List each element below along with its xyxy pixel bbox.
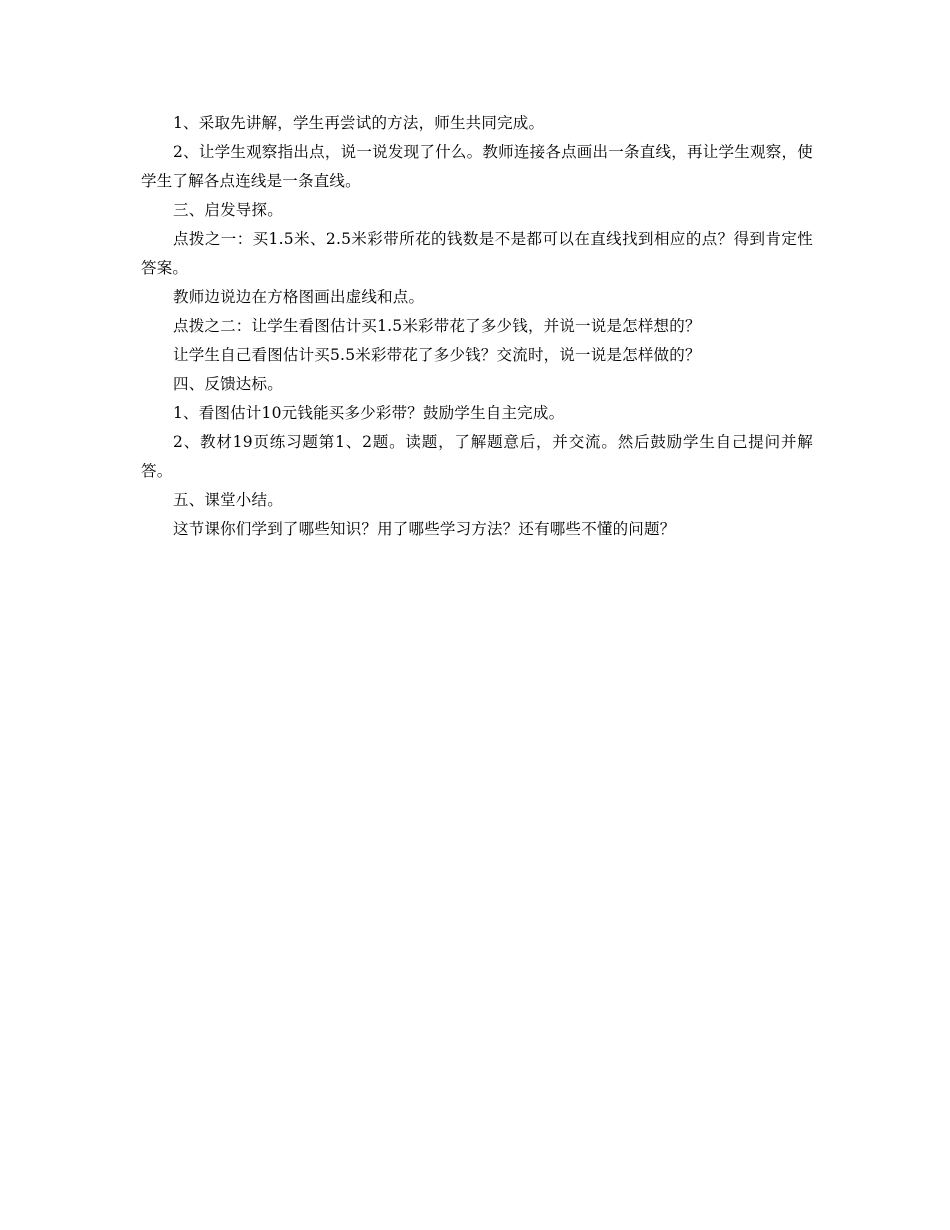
paragraph-summary: 这节课你们学到了哪些知识？用了哪些学习方法？还有哪些不懂的问题？ (173, 520, 676, 538)
paragraph-feedback-2: 2、教材19页练习题第1、2题。读题，了解题意后，并交流。然后鼓励学生自己提问并解答。 (141, 433, 813, 480)
paragraph-step-1: 1、采取先讲解，学生再尝试的方法，师生共同完成。 (173, 114, 545, 132)
paragraph-estimate: 让学生自己看图估计买5.5米彩带花了多少钱？交流时，说一说是怎样做的？ (173, 346, 701, 364)
section-heading-5: 五、课堂小结。 (173, 491, 283, 509)
document-body (141, 109, 813, 544)
paragraph-hint-1: 点拨之一：买1.5米、2.5米彩带所花的钱数是不是都可以在直线找到相应的点？得到肯定性答案。 (141, 230, 813, 277)
paragraph-feedback-1: 1、看图估计10元钱能买多少彩带？鼓励学生自主完成。 (173, 404, 565, 422)
paragraph-hint-2: 点拨之二：让学生看图估计买1.5米彩带花了多少钱，并说一说是怎样想的？ (173, 317, 701, 335)
paragraph-teacher-draw: 教师边说边在方格图画出虚线和点。 (173, 288, 425, 306)
section-heading-3: 三、启发导探。 (173, 201, 283, 219)
section-heading-4: 四、反馈达标。 (173, 375, 283, 393)
paragraph-step-2: 2、让学生观察指出点，说一说发现了什么。教师连接各点画出一条直线，再让学生观察，使学生了解各点连线是一条直线。 (141, 143, 813, 190)
